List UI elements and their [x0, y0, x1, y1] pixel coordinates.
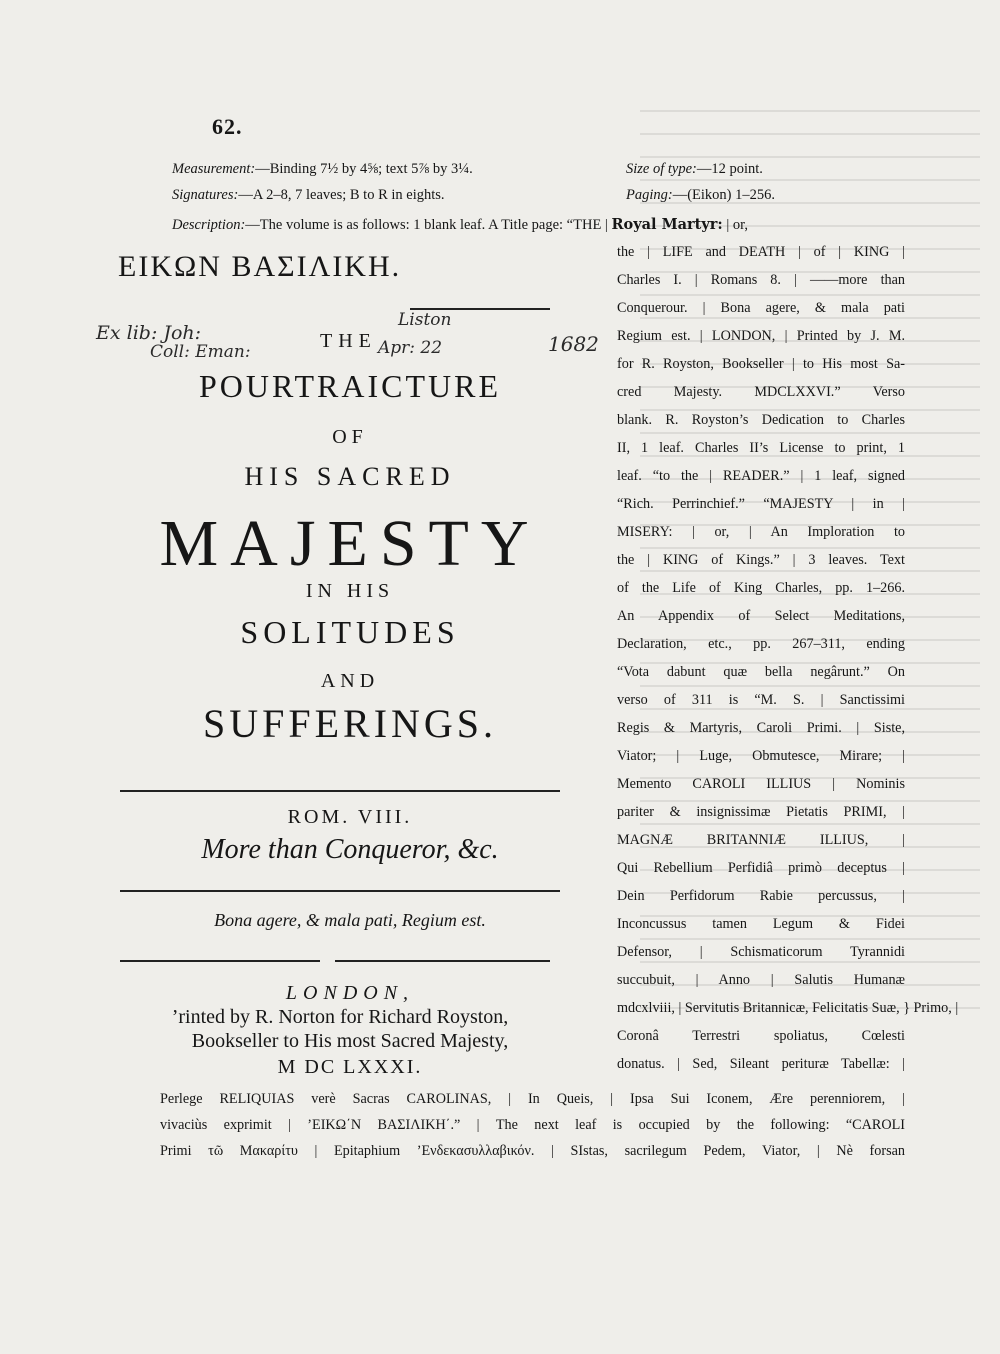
handwritten-college: Coll: Eman:: [150, 342, 251, 362]
handwritten-ex-lib: Ex lib: Joh:: [96, 322, 202, 344]
majesty-text: MAJESTY: [159, 507, 541, 580]
description-line: “Vota dabunt quæ bella negârunt.” On: [617, 664, 905, 680]
description-bottom: [160, 1086, 905, 1164]
rule: [120, 960, 320, 962]
and-text: AND: [320, 670, 380, 692]
description-line: donatus. | Sed, Sileant perituræ Tabellæ: |: [617, 1056, 905, 1072]
rule: [120, 890, 560, 892]
size-line: [626, 156, 775, 182]
description-line: succubuit, | Anno | Salutis Humanæ: [617, 972, 905, 988]
paging-line: [626, 182, 775, 208]
description-line: pariter & insignissimæ Pietatis PRIMI, |: [617, 804, 905, 820]
measurement-label: Measurement:: [172, 161, 256, 177]
description-label: Description:: [172, 217, 246, 233]
description-line: cred Majesty. MDCLXXVI.” Verso: [617, 384, 905, 400]
description-line: of the Life of King Charles, pp. 1–266.: [617, 580, 905, 596]
description-first-line: [172, 212, 907, 238]
description-bottom-line: Primi τῶ Μακαρίτυ | Epitaphium ’Ενδεκασυλλαβικόν. | SIstas, sacrilegum Pedem, Viator, | Nè forsan: [160, 1143, 905, 1159]
signatures-label: Signatures:: [172, 187, 239, 203]
description-line: An Appendix of Select Meditations,: [617, 608, 905, 624]
description-line: Charles I. | Romans 8. | ——more than: [617, 272, 905, 288]
paging-label: Paging:: [626, 187, 673, 203]
description-line: Inconcussus tamen Legum & Fidei: [617, 916, 905, 932]
bona-text: Bona agere, & mala pati, Regium est.: [214, 910, 486, 930]
page-number: 62.: [212, 114, 243, 139]
description-bottom-line: Perlege RELIQUIAS verè Sacras CAROLINAS, | In Queis, | Ipsa Sui Iconem, Ære perenniorem, |: [160, 1091, 905, 1107]
description-line: Viator; | Luge, Obmutesce, Mirare; |: [617, 748, 905, 764]
the-text: THE: [320, 330, 377, 352]
description-line: verso of 311 is “M. S. | Sanctissimi: [617, 692, 905, 708]
rom-text: ROM. VIII.: [287, 806, 413, 828]
handwritten-liston: Liston: [398, 310, 452, 330]
description-line: mdcxlviii, | Servitutis Britannicæ, Felicitatis Suæ, } Primo, |: [617, 1000, 959, 1016]
eikon-title: ΕΙΚΩΝ ΒΑΣΙΛΙΚΗ.: [118, 250, 402, 283]
description-text: —The volume is as follows: 1 blank leaf. A Title page: “THE |: [245, 217, 612, 233]
in-his-text: IN HIS: [305, 580, 395, 602]
measurement-value: —Binding 7½ by 4⅝; text 5⅞ by 3¼.: [255, 161, 473, 177]
paging-value: —(Eikon) 1–256.: [672, 187, 776, 203]
description-line: Coronâ Terrestri spoliatus, Cœlesti: [617, 1028, 905, 1044]
signatures-value: —A 2–8, 7 leaves; B to R in eights.: [238, 187, 445, 203]
of-text: OF: [332, 426, 368, 448]
description-line: blank. R. Royston’s Dedication to Charles: [617, 412, 905, 428]
his-sacred-text: HIS SACRED: [244, 462, 456, 491]
size-value: —12 point.: [696, 161, 763, 177]
description-line: for R. Royston, Bookseller | to His most Sa-: [617, 356, 905, 372]
motto-text: More than Conqueror, &c.: [201, 834, 499, 865]
description-line: MAGNÆ BRITANNIÆ ILLIUS, |: [617, 832, 905, 848]
description-line: Regis & Martyris, Caroli Primi. | Siste,: [617, 720, 905, 736]
description-line: Conquerour. | Bona agere, & mala pati: [617, 300, 905, 316]
printed-by-text: ’rinted by R. Norton for Richard Royston,: [171, 1006, 509, 1028]
year-text: M DC LXXXI.: [277, 1056, 423, 1078]
description-line: Qui Rebellium Perfidiâ primò deceptus |: [617, 860, 905, 876]
description-line: MISERY: | or, | An Imploration to: [617, 524, 905, 540]
rule: [120, 790, 560, 792]
london-text: LONDON,: [285, 982, 415, 1004]
description-line: Memento CAROLI ILLIUS | Nominis: [617, 776, 905, 792]
description-line: II, 1 leaf. Charles II’s License to print, 1: [617, 440, 905, 456]
description-line: Defensor, | Schismaticorum Tyrannidi: [617, 944, 905, 960]
description-line: the | LIFE and DEATH | of | KING |: [617, 244, 905, 260]
handwritten-year: 1682: [548, 332, 599, 356]
meta-left: [172, 156, 473, 208]
description-line: the | KING of Kings.” | 3 leaves. Text: [617, 552, 905, 568]
description-line: Regium est. | LONDON, | Printed by J. M.: [617, 328, 905, 344]
royal-martyr-text: Royal Martyr:: [611, 216, 723, 233]
size-label: Size of type:: [626, 161, 697, 177]
description-line: Dein Perfidorum Rabie percussus, |: [617, 888, 905, 904]
description-text-end: | or,: [722, 217, 749, 233]
handwritten-april: Apr: 22: [378, 338, 443, 358]
bookseller-text: Bookseller to His most Sacred Majesty,: [191, 1030, 509, 1052]
rule: [335, 960, 550, 962]
signatures-line: [172, 182, 473, 208]
pourtraicture-text: POURTRAICTURE: [199, 368, 501, 404]
description-line: “Rich. Perrinchief.” “MAJESTY | in |: [617, 496, 905, 512]
description-line: Declaration, etc., pp. 267–311, ending: [617, 636, 905, 652]
description-bottom-line: vivaciùs exprimit | ’ΕΙΚΩ΄Ν ΒΑΣΙΛΙΚΗ΄.” | The next leaf is occupied by the following: “CAROLI: [160, 1117, 905, 1133]
description-right-column: [617, 238, 959, 1078]
sufferings-text: SUFFERINGS.: [202, 701, 498, 746]
measurement-line: [172, 156, 473, 182]
solitudes-text: SOLITUDES: [240, 614, 460, 650]
description-line: leaf. “to the | READER.” | 1 leaf, signed: [617, 468, 905, 484]
meta-right: [626, 156, 775, 208]
